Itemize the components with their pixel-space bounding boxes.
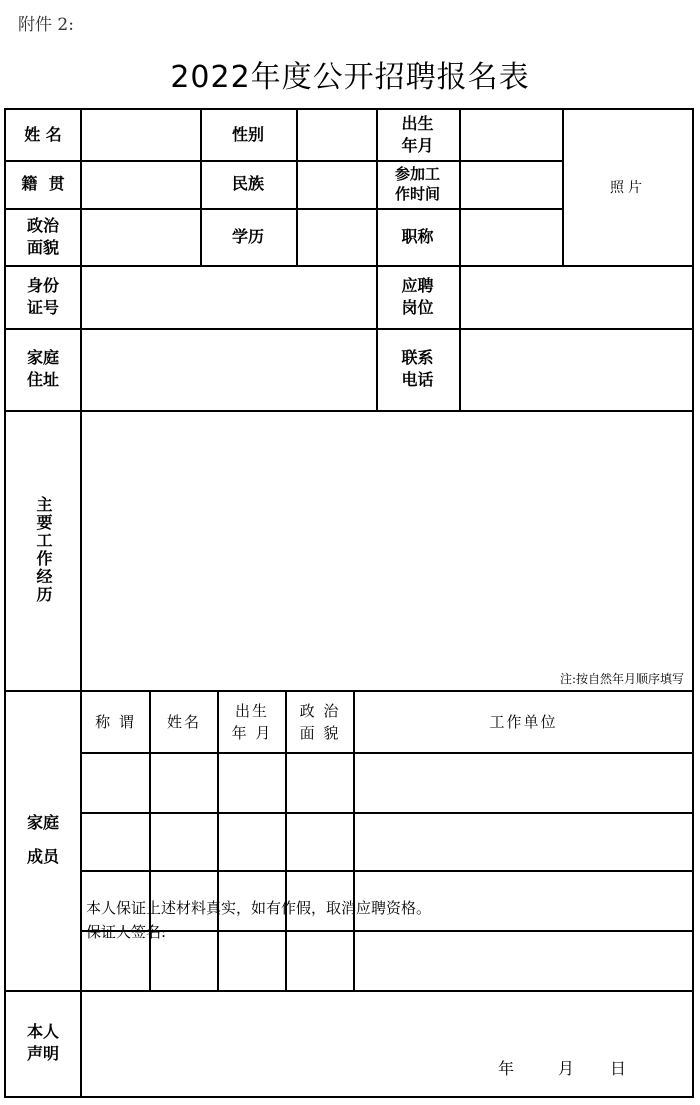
political-status-label: 政治 面貌 xyxy=(26,215,59,257)
date-year: 年 xyxy=(498,1059,515,1078)
birth-date-field[interactable] xyxy=(461,110,562,160)
signature-date xyxy=(498,1056,626,1079)
photo-box[interactable]: 照片 xyxy=(610,179,646,196)
native-place-label: 籍 贯 xyxy=(21,174,65,193)
declaration-text xyxy=(86,896,431,944)
address-label: 家庭 住址 xyxy=(26,348,59,389)
family-header-workplace: 工作单位 xyxy=(489,713,558,731)
ethnicity-field[interactable] xyxy=(298,160,376,208)
family-header-name: 姓名 xyxy=(166,713,201,731)
date-day: 日 xyxy=(610,1059,627,1078)
professional-title-field[interactable] xyxy=(461,208,562,265)
registration-form-table xyxy=(4,108,694,1098)
family-header-political: 政 治 面 貌 xyxy=(299,702,341,742)
ethnicity-label: 民族 xyxy=(231,174,264,193)
work-experience-note: 注:按自然年月顺序填写 xyxy=(559,672,684,686)
work-start-field[interactable] xyxy=(461,160,562,208)
family-cell[interactable] xyxy=(82,754,149,812)
family-cell[interactable] xyxy=(355,814,692,870)
page-title: 2022年度公开招聘报名表 xyxy=(170,60,530,95)
family-header-relation: 称 谓 xyxy=(95,713,136,731)
family-cell[interactable] xyxy=(82,814,149,870)
family-cell[interactable] xyxy=(287,754,353,812)
date-month: 月 xyxy=(558,1059,575,1078)
family-cell[interactable] xyxy=(219,814,285,870)
signature-label[interactable]: 保证人签名: xyxy=(86,923,167,941)
id-number-label: 身份 证号 xyxy=(26,275,59,317)
name-field[interactable] xyxy=(82,110,200,160)
position-field[interactable] xyxy=(461,265,692,328)
birth-date-label: 出生 年月 xyxy=(401,114,434,155)
position-label: 应聘 岗位 xyxy=(401,275,434,317)
work-experience-label: 主要工作经历 xyxy=(34,496,53,604)
family-cell[interactable] xyxy=(219,754,285,812)
family-header-birth: 出生 年 月 xyxy=(231,702,273,742)
declaration-label: 本人 声明 xyxy=(26,1022,59,1063)
family-cell[interactable] xyxy=(151,814,217,870)
id-number-field[interactable] xyxy=(82,265,376,328)
phone-label: 联系 电话 xyxy=(401,348,434,389)
work-start-label: 参加工 作时间 xyxy=(394,165,440,203)
political-status-field[interactable] xyxy=(82,208,200,265)
family-members-label: 家庭 成员 xyxy=(26,813,59,866)
education-field[interactable] xyxy=(298,208,376,265)
name-label: 姓 名 xyxy=(24,125,62,144)
native-place-field[interactable] xyxy=(82,160,200,208)
gender-field[interactable] xyxy=(298,110,376,160)
declaration-line: 本人保证上述材料真实，如有作假，取消应聘资格。 xyxy=(86,899,432,917)
family-cell[interactable] xyxy=(151,754,217,812)
education-label: 学历 xyxy=(231,226,264,246)
attachment-label: 附件 2: xyxy=(18,15,74,35)
professional-title-label: 职称 xyxy=(401,226,434,246)
address-field[interactable] xyxy=(82,328,376,410)
phone-field[interactable] xyxy=(461,328,692,410)
family-cell[interactable] xyxy=(355,754,692,812)
family-cell[interactable] xyxy=(287,814,353,870)
gender-label: 性别 xyxy=(231,125,264,144)
work-experience-field[interactable] xyxy=(82,412,692,662)
